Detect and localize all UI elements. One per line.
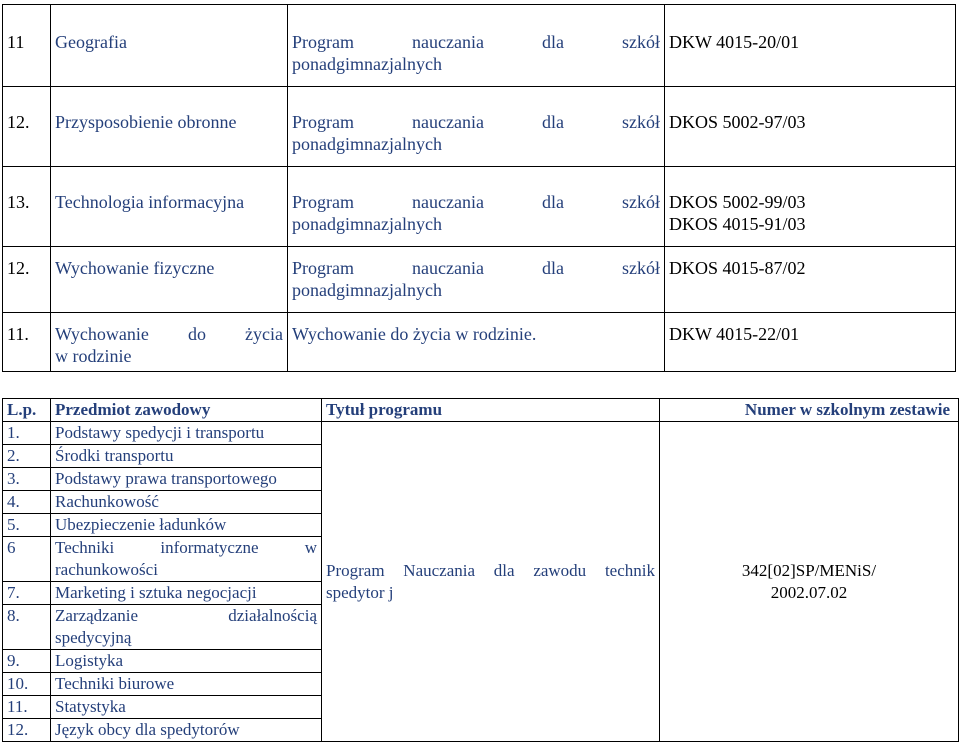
table-row xyxy=(3,422,959,445)
lp-cell: 7. xyxy=(3,582,51,605)
lp-cell: 2. xyxy=(3,445,51,468)
subject-cell: Zarządzanie działalnością spedycyjną xyxy=(51,605,322,650)
subject-cell: Logistyka xyxy=(51,650,322,673)
program-cell: Program nauczania dla szkół ponadgimnazjalnych xyxy=(288,87,665,167)
subject-cell: Marketing i sztuka negocjacji xyxy=(51,582,322,605)
lp-cell: 9. xyxy=(3,650,51,673)
subject-cell: Techniki informatyczne w rachunkowości xyxy=(51,537,322,582)
lp-cell: 6 xyxy=(3,537,51,582)
table-row xyxy=(3,247,956,313)
table-row xyxy=(3,87,956,167)
header-lp: L.p. xyxy=(3,399,51,422)
header-title: Tytuł programu xyxy=(322,399,660,422)
lp-cell: 12. xyxy=(3,247,51,313)
program-number-cell: DKOS 4015-87/02 xyxy=(665,247,956,313)
subject-cell: Środki transportu xyxy=(51,445,322,468)
lp-cell: 5. xyxy=(3,514,51,537)
table-row xyxy=(3,167,956,247)
subject-cell: Wychowanie do życia w rodzinie xyxy=(51,313,288,372)
subject-cell: Techniki biurowe xyxy=(51,673,322,696)
program-cell: Program nauczania dla szkół ponadgimnazjalnych xyxy=(288,247,665,313)
subject-cell: Ubezpieczenie ładunków xyxy=(51,514,322,537)
lp-cell: 3. xyxy=(3,468,51,491)
program-number-cell: DKW 4015-22/01 xyxy=(665,313,956,372)
header-subject: Przedmiot zawodowy xyxy=(51,399,322,422)
table-row xyxy=(3,5,956,87)
lp-cell: 8. xyxy=(3,605,51,650)
lp-cell: 12. xyxy=(3,719,51,742)
subject-cell: Rachunkowość xyxy=(51,491,322,514)
program-number-cell: 342[02]SP/MENiS/ 2002.07.02 xyxy=(660,422,959,742)
program-title-cell: Program Nauczania dla zawodu technik spedytor j xyxy=(322,422,660,742)
lp-cell: 13. xyxy=(3,167,51,247)
lp-cell: 11. xyxy=(3,313,51,372)
subject-cell: Wychowanie fizyczne xyxy=(51,247,288,313)
lp-cell: 11. xyxy=(3,696,51,719)
table-row xyxy=(3,313,956,372)
program-number-cell: DKW 4015-20/01 xyxy=(665,5,956,87)
subject-cell: Statystyka xyxy=(51,696,322,719)
program-number-cell: DKOS 5002-99/03 DKOS 4015-91/03 xyxy=(665,167,956,247)
subjects-table-vocational xyxy=(2,398,958,742)
subject-cell: Przysposobienie obronne xyxy=(51,87,288,167)
subject-cell: Podstawy spedycji i transportu xyxy=(51,422,322,445)
program-number-cell: DKOS 5002-97/03 xyxy=(665,87,956,167)
program-cell: Program nauczania dla szkół ponadgimnazjalnych xyxy=(288,5,665,87)
lp-cell: 1. xyxy=(3,422,51,445)
lp-cell: 4. xyxy=(3,491,51,514)
subject-cell: Język obcy dla spedytorów xyxy=(51,719,322,742)
lp-cell: 11 xyxy=(3,5,51,87)
lp-cell: 12. xyxy=(3,87,51,167)
table-header-row xyxy=(3,399,959,422)
program-cell: Program nauczania dla szkół ponadgimnazjalnych xyxy=(288,167,665,247)
subject-cell: Geografia xyxy=(51,5,288,87)
subjects-table-general xyxy=(2,4,955,372)
subject-cell: Podstawy prawa transportowego xyxy=(51,468,322,491)
subject-cell: Technologia informacyjna xyxy=(51,167,288,247)
lp-cell: 10. xyxy=(3,673,51,696)
program-cell: Wychowanie do życia w rodzinie. xyxy=(288,313,665,372)
header-number: Numer w szkolnym zestawie xyxy=(660,399,959,422)
